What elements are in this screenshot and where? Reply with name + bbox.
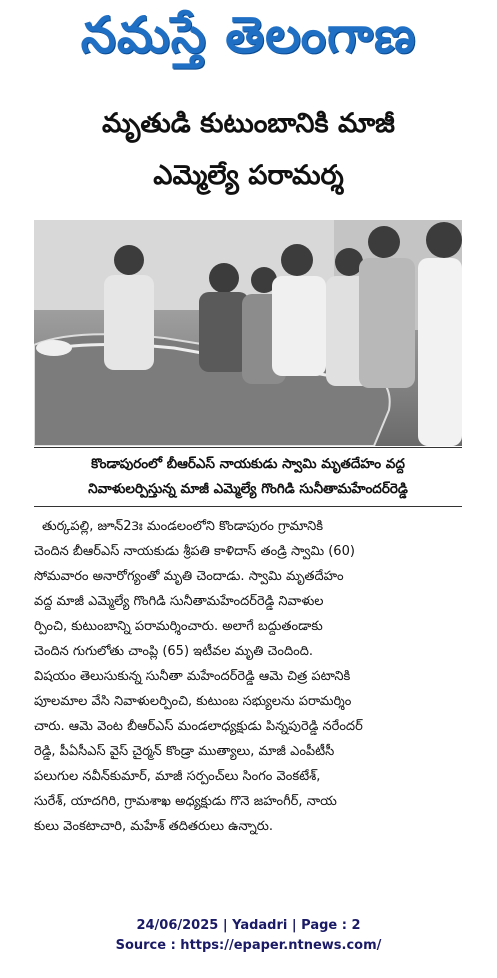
- divider: [34, 506, 462, 507]
- article-line: వద్ద మాజీ ఎమ్మెల్యే గొంగిడి సునీతామహేందర్‌రెడ్డి నివాళుల: [34, 594, 324, 609]
- article-line: పలుగుల నవీన్‌కుమార్, మాజీ సర్పంచ్‌లు సింగం వెంకటేశ్,: [34, 769, 321, 784]
- article-line: సురేశ్, యాదగిరి, గ్రామశాఖ అధ్యక్షుడు గొనె జహంగీర్, నాయ: [34, 794, 337, 809]
- headline-line-1: మృతుడి కుటుంబానికి మాజీ: [102, 108, 395, 139]
- masthead: [0, 0, 497, 82]
- photo-caption-line-2: నివాళులర్పిస్తున్న మాజీ ఎమ్మెల్యే గొంగిడి సునీతామహేందర్‌రెడ్డి: [88, 481, 408, 497]
- news-photo: [34, 220, 462, 446]
- footer-source-link[interactable]: Source : https://epaper.ntnews.com/: [115, 938, 382, 953]
- divider: [34, 447, 462, 448]
- photo-caption-line-1: కొండాపురంలో బీఆర్ఎస్ నాయకుడు స్వామి మృతదేహం వద్ద: [91, 456, 405, 472]
- article-line: ర్పించి, కుటుంబాన్ని పరామర్శించారు. అలాగే బద్దుతండాకు: [34, 619, 323, 634]
- article-line: రెడ్డి, పీఏసీఎస్ వైస్ చైర్మన్ కొండ్రా ముత్యాలు, మాజీ ఎంపీటీసీ: [34, 744, 335, 759]
- footer-dateline: 24/06/2025 | Yadadri | Page : 2: [136, 918, 361, 933]
- article-line: చారు. ఆమె వెంట బీఆర్ఎస్ మండలాధ్యక్షుడు పిన్నపురెడ్డి నరేందర్: [34, 719, 363, 734]
- article-line: చెందిన బీఆర్ఎస్ నాయకుడు శ్రీపతి కాళిదాస్ తండ్రి స్వామి (60): [34, 544, 355, 559]
- headline-line-2: ఎమ్మెల్యే పరామర్శ: [153, 160, 344, 191]
- article-line: తుర్కపల్లి, జూన్23ః మండలంలోని కొండాపురం గ్రామానికి: [42, 519, 324, 534]
- newspaper-logo: నమస్తే తెలంగాణ: [80, 5, 417, 64]
- article-line: సోమవారం అనారోగ్యంతో మృతి చెందాడు. స్వామి మృతదేహం: [34, 569, 344, 584]
- article-line: చెందిన గుగులోతు చాంప్లి (65) ఇటీవల మృతి చెందింది.: [34, 644, 314, 659]
- article-line: పూలమాల వేసి నివాళులర్పించి, కుటుంబ సభ్యులను పరామర్శిం: [34, 694, 352, 709]
- news-photo-illustration: [34, 220, 462, 446]
- article-line: కులు వెంకటాచారి, మహేశ్ తదితరులు ఉన్నారు.: [34, 819, 274, 834]
- article-line: విషయం తెలుసుకున్న సునీతా మహేందర్‌రెడ్డి ఆమె చిత్ర పటానికి: [34, 669, 351, 684]
- article-body: [34, 514, 464, 839]
